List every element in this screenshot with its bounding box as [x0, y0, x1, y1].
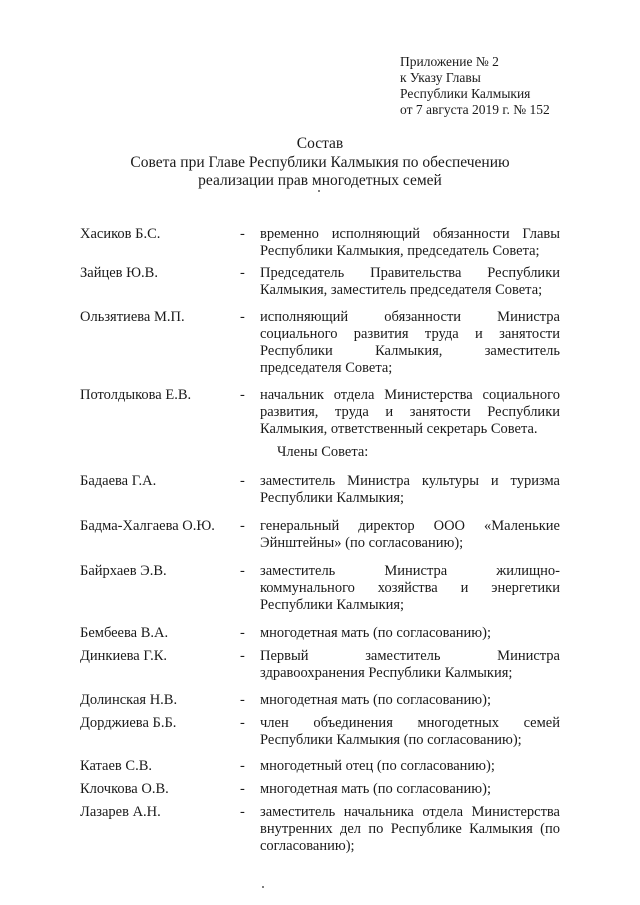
member-name: Лазарев А.Н.	[80, 804, 161, 820]
dash-separator: -	[240, 518, 245, 534]
title-line: реализации прав многодетных семей	[198, 172, 442, 189]
member-row	[80, 265, 560, 299]
member-name: Бадаева Г.А.	[80, 473, 157, 489]
member-name: Зайцев Ю.В.	[80, 265, 158, 281]
member-row	[80, 758, 560, 775]
appendix-line: к Указу Главы	[400, 70, 481, 85]
member-row	[80, 563, 560, 614]
dash-separator: -	[240, 265, 245, 281]
dash-separator: -	[240, 309, 245, 325]
member-name: Хасиков Б.С.	[80, 226, 161, 242]
member-role: член объединения многодетных семей Республики Калмыкия (по согласованию);	[260, 715, 560, 748]
document-title	[80, 135, 560, 191]
member-role: временно исполняющий обязанности Главы Республики Калмыкия, председатель Совета;	[260, 226, 560, 259]
member-row	[80, 804, 560, 855]
appendix-line: Приложение № 2	[400, 54, 499, 69]
member-name: Потолдыкова Е.В.	[80, 387, 192, 403]
members-heading: Члены Совета:	[277, 444, 369, 460]
member-role: многодетная мать (по согласованию);	[260, 781, 491, 797]
appendix-reference	[400, 54, 600, 118]
member-role: заместитель начальника отдела Министерства внутренних дел по Республике Калмыкия (по согласованию);	[260, 804, 560, 854]
member-role: заместитель Министра культуры и туризма Республики Калмыкия;	[260, 473, 560, 506]
title-line: Состав	[296, 135, 344, 152]
member-role: исполняющий обязанности Министра социального развития труда и занятости Республики Калмыкия, заместитель председателя Совета;	[260, 309, 560, 376]
member-name: Байрхаев Э.В.	[80, 563, 167, 579]
dash-separator: -	[240, 563, 245, 579]
member-role: Председатель Правительства Республики Калмыкия, заместитель председателя Совета;	[260, 265, 560, 298]
member-role: генеральный директор ООО «Маленькие Эйнштейны» (по согласованию);	[260, 518, 560, 551]
member-role: начальник отдела Министерства социального развития, труда и занятости Республики Калмыкия, ответственный секретарь Совета.	[260, 387, 560, 437]
member-row	[80, 309, 560, 377]
dash-separator: -	[240, 715, 245, 731]
member-row	[80, 715, 560, 749]
dash-separator: -	[240, 625, 245, 641]
member-list	[80, 226, 560, 855]
member-name: Бадма-Халгаева О.Ю.	[80, 518, 215, 534]
member-role: многодетная мать (по согласованию);	[260, 625, 491, 641]
member-row	[80, 387, 560, 438]
member-row	[80, 473, 560, 507]
member-row	[80, 692, 560, 709]
member-role: многодетный отец (по согласованию);	[260, 758, 495, 774]
dash-separator: -	[240, 473, 245, 489]
dash-separator: -	[240, 226, 245, 242]
member-name: Дорджиева Б.Б.	[80, 715, 177, 731]
member-row	[80, 518, 560, 552]
member-name: Катаев С.В.	[80, 758, 152, 774]
member-name: Клочкова О.В.	[80, 781, 169, 797]
member-name: Долинская Н.В.	[80, 692, 178, 708]
dash-separator: -	[240, 781, 245, 797]
appendix-line: Республики Калмыкия	[400, 86, 531, 101]
dash-separator: -	[240, 692, 245, 708]
member-role: Первый заместитель Министра здравоохранения Республики Калмыкия;	[260, 648, 560, 681]
dash-separator: -	[240, 804, 245, 820]
dash-separator: -	[240, 648, 245, 664]
member-row	[80, 781, 560, 798]
appendix-line: от 7 августа 2019 г. № 152	[400, 102, 550, 117]
member-name: Бембеева В.А.	[80, 625, 169, 641]
scan-speck	[318, 190, 320, 192]
member-row	[80, 648, 560, 682]
member-role: заместитель Министра жилищно-коммунального хозяйства и энергетики Республики Калмыкия;	[260, 563, 560, 613]
member-name: Ользятиева М.П.	[80, 309, 185, 325]
scan-speck	[262, 886, 264, 888]
member-role: многодетная мать (по согласованию);	[260, 692, 491, 708]
member-row	[80, 625, 560, 642]
member-row	[80, 226, 560, 260]
title-line: Совета при Главе Республики Калмыкия по обеспечению	[130, 153, 510, 171]
dash-separator: -	[240, 387, 245, 403]
dash-separator: -	[240, 758, 245, 774]
member-name: Динкиева Г.К.	[80, 648, 168, 664]
